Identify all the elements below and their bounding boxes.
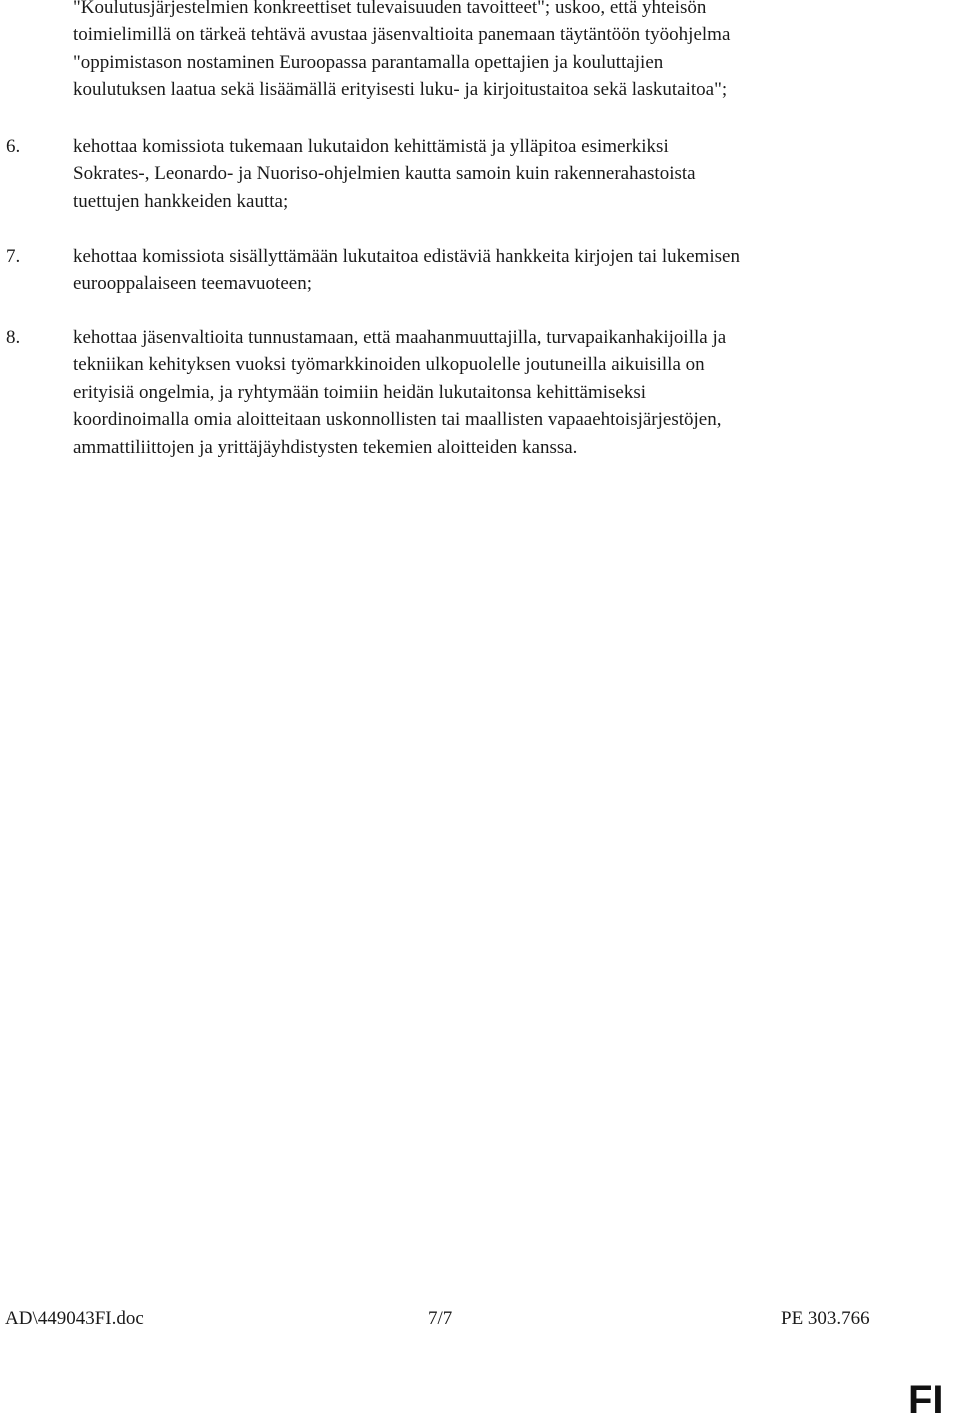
intro-line: koulutuksen laatua sekä lisäämällä erityisesti luku- ja kirjoitustaitoa sekä laskutaitoa"; — [73, 79, 728, 101]
item-text — [73, 133, 873, 215]
item-line: tuettujen hankkeiden kautta; — [73, 190, 289, 212]
item-line: koordinoimalla omia aloitteitaan uskonnollisten tai maallisten vapaaehtoisjärjestöjen, — [73, 409, 722, 431]
item-line: kehottaa komissiota sisällyttämään lukutaitoa edistäviä hankkeita kirjojen tai lukemisen — [73, 246, 740, 267]
item-number: 8. — [6, 327, 21, 348]
intro-line: "oppimistason nostaminen Euroopassa parantamalla opettajien ja kouluttajien — [73, 51, 664, 73]
item-line: kehottaa jäsenvaltioita tunnustamaan, että maahanmuuttajilla, turvapaikanhakijoilla ja — [73, 327, 727, 348]
item-line: Sokrates-, Leonardo- ja Nuoriso-ohjelmien kautta samoin kuin rakennerahastoista — [73, 163, 696, 185]
item-text — [73, 243, 873, 298]
item-number: 7. — [6, 246, 21, 267]
footer-reference: PE 303.766 — [781, 1308, 870, 1329]
footer-document-id: AD\449043FI.doc — [5, 1308, 144, 1329]
item-line: eurooppalaiseen teemavuoteen; — [73, 273, 312, 295]
language-code: FI — [908, 1378, 944, 1422]
item-line: kehottaa komissiota tukemaan lukutaidon kehittämistä ja ylläpitoa esimerkiksi — [73, 136, 669, 157]
intro-line: "Koulutusjärjestelmien konkreettiset tulevaisuuden tavoitteet"; uskoo, että yhteisön — [73, 0, 707, 18]
item-line: ammattiliittojen ja yrittäjäyhdistysten tekemien aloitteiden kanssa. — [73, 436, 578, 458]
item-line: erityisiä ongelmia, ja ryhtymään toimiin heidän lukutaitonsa kehittämiseksi — [73, 381, 647, 403]
footer-page-number: 7/7 — [428, 1308, 453, 1329]
item-line: tekniikan kehityksen vuoksi työmarkkinoiden ulkopuolelle joutuneilla aikuisilla on — [73, 354, 705, 376]
item-number: 6. — [6, 136, 21, 157]
item-text — [73, 324, 873, 461]
intro-line: toimielimillä on tärkeä tehtävä avustaa jäsenvaltioita panemaan täytäntöön työohjelma — [73, 24, 731, 46]
intro-paragraph — [73, 0, 873, 104]
